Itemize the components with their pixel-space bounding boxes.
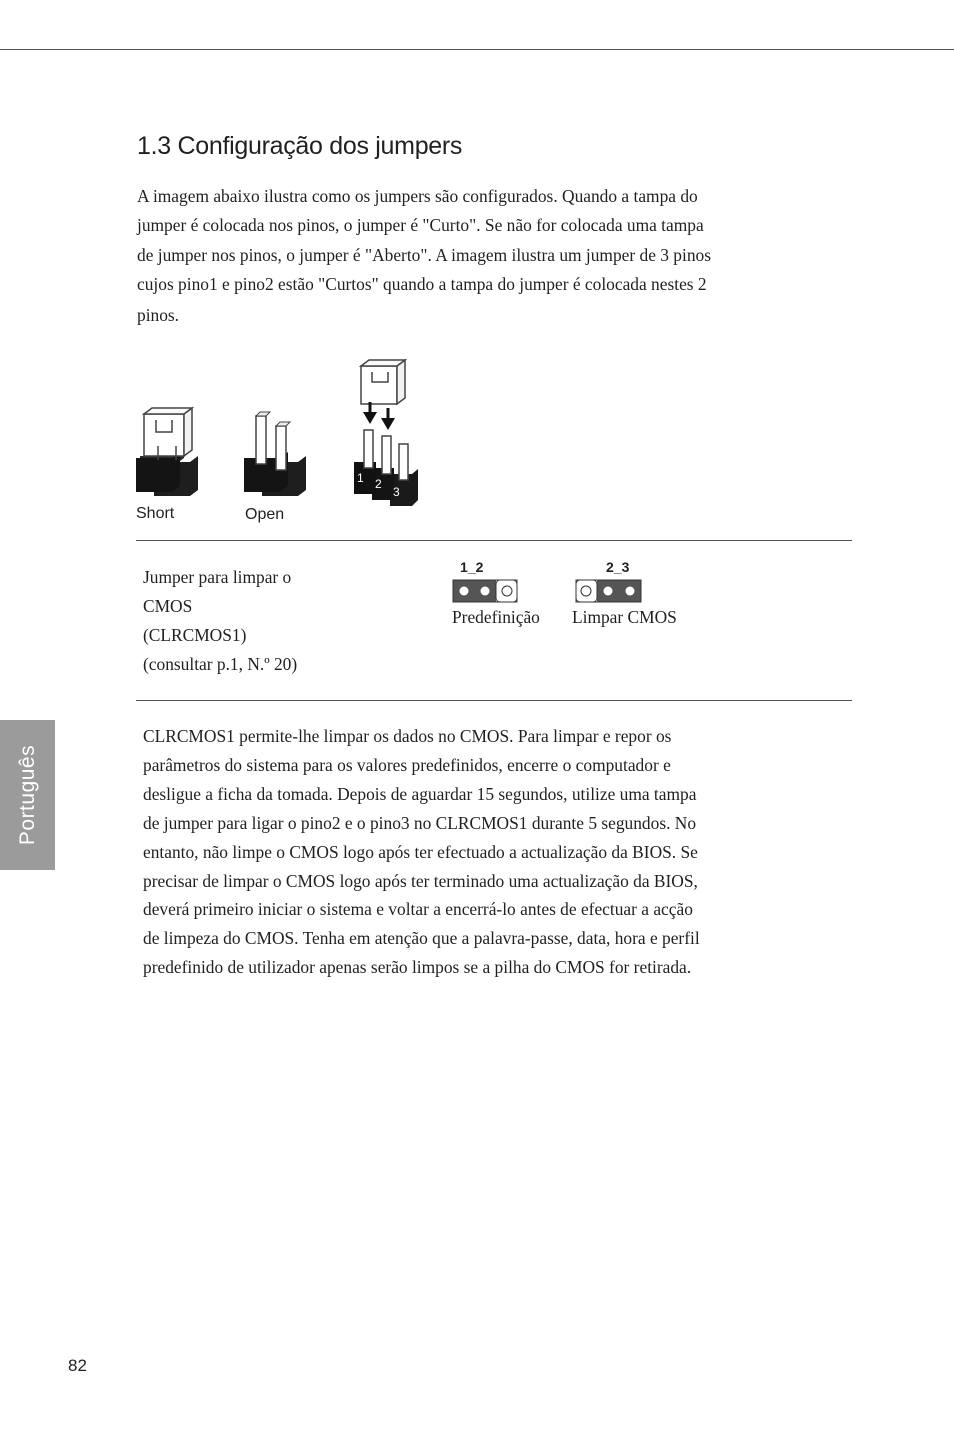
open-label: Open [245,506,285,523]
jumper-label-line: CMOS [143,596,193,616]
clear-caption: Limpar CMOS [572,607,677,627]
pin-1-dot [460,587,469,596]
description-line: desligue a ficha da tomada. Depois de aguardar 15 segundos, utilize uma tampa [143,783,697,804]
jumper-label-line: (CLRCMOS1) [143,625,247,645]
pin-number-3: 3 [393,485,400,499]
pin-number-1: 1 [357,471,364,485]
pin-3-dot [626,587,635,596]
description-paragraph [143,722,793,982]
description-line: parâmetros do sistema para os valores predefinidos, encerre o computador e [143,754,671,775]
intro-line: cujos pino1 e pino2 estão "Curtos" quando a tampa do jumper é colocada nestes 2 [137,273,707,294]
section-title: 1.3 Configuração dos jumpers [137,132,463,160]
jumper-label-line: Jumper para limpar o [143,567,292,587]
description-line: deverá primeiro iniciar o sistema e voltar a encerrá-lo antes de efectuar a acção [143,899,693,920]
pin-number-2: 2 [375,477,382,491]
header-rule [0,49,954,50]
language-label: Português [15,744,39,846]
jumper-illustration [132,356,432,526]
three-pin-jumper-graphic [354,360,418,506]
pin-2-dot [604,587,613,596]
description-line: CLRCMOS1 permite-lhe limpar os dados no CMOS. Para limpar e repor os [143,726,672,746]
pin-2-dot [481,587,490,596]
description-line: de limpeza do CMOS. Tenha em atenção que a palavra-passe, data, hora e perfil [143,928,700,949]
default-caption: Predefinição [452,607,540,627]
pin-1-dot [581,586,591,596]
table-bottom-rule [136,700,852,701]
description-line: predefinido de utilizador apenas serão limpos se a pilha do CMOS for retirada. [143,957,692,978]
jumper-cap-shaded [453,580,496,602]
description-line: de jumper para ligar o pino2 e o pino3 no CLRCMOS1 durante 5 segundos. No [143,812,697,833]
intro-line: A imagem abaixo ilustra como os jumpers são configurados. Quando a tampa do [137,186,698,206]
short-jumper-graphic [136,408,198,496]
pins-clear-label: 2_3 [606,559,630,575]
intro-line: jumper é colocada nos pinos, o jumper é "Curto". Se não for colocada uma tampa [137,215,704,236]
description-line: precisar de limpar o CMOS logo após ter terminado uma actualização da BIOS, [143,870,698,891]
pins-default-label: 1_2 [460,559,484,575]
jumper-default-diagram [450,556,530,606]
intro-line: de jumper nos pinos, o jumper é "Aberto". A imagem ilustra um jumper de 3 pinos [137,244,711,265]
jumper-clear-diagram [572,556,652,606]
jumper-label [143,563,297,679]
intro-paragraph [137,182,797,330]
language-side-tab [0,720,55,870]
open-jumper-graphic [244,412,306,496]
intro-line: pinos. [137,305,180,326]
short-label: Short [136,505,175,522]
jumper-label-line: (consultar p.1, N.º 20) [143,654,298,674]
description-line: entanto, não limpe o CMOS logo após ter efectuado a actualização da BIOS. Se [143,841,698,862]
table-top-rule [136,540,852,541]
page-number: 82 [68,1356,87,1375]
pin-3-dot [502,586,512,596]
